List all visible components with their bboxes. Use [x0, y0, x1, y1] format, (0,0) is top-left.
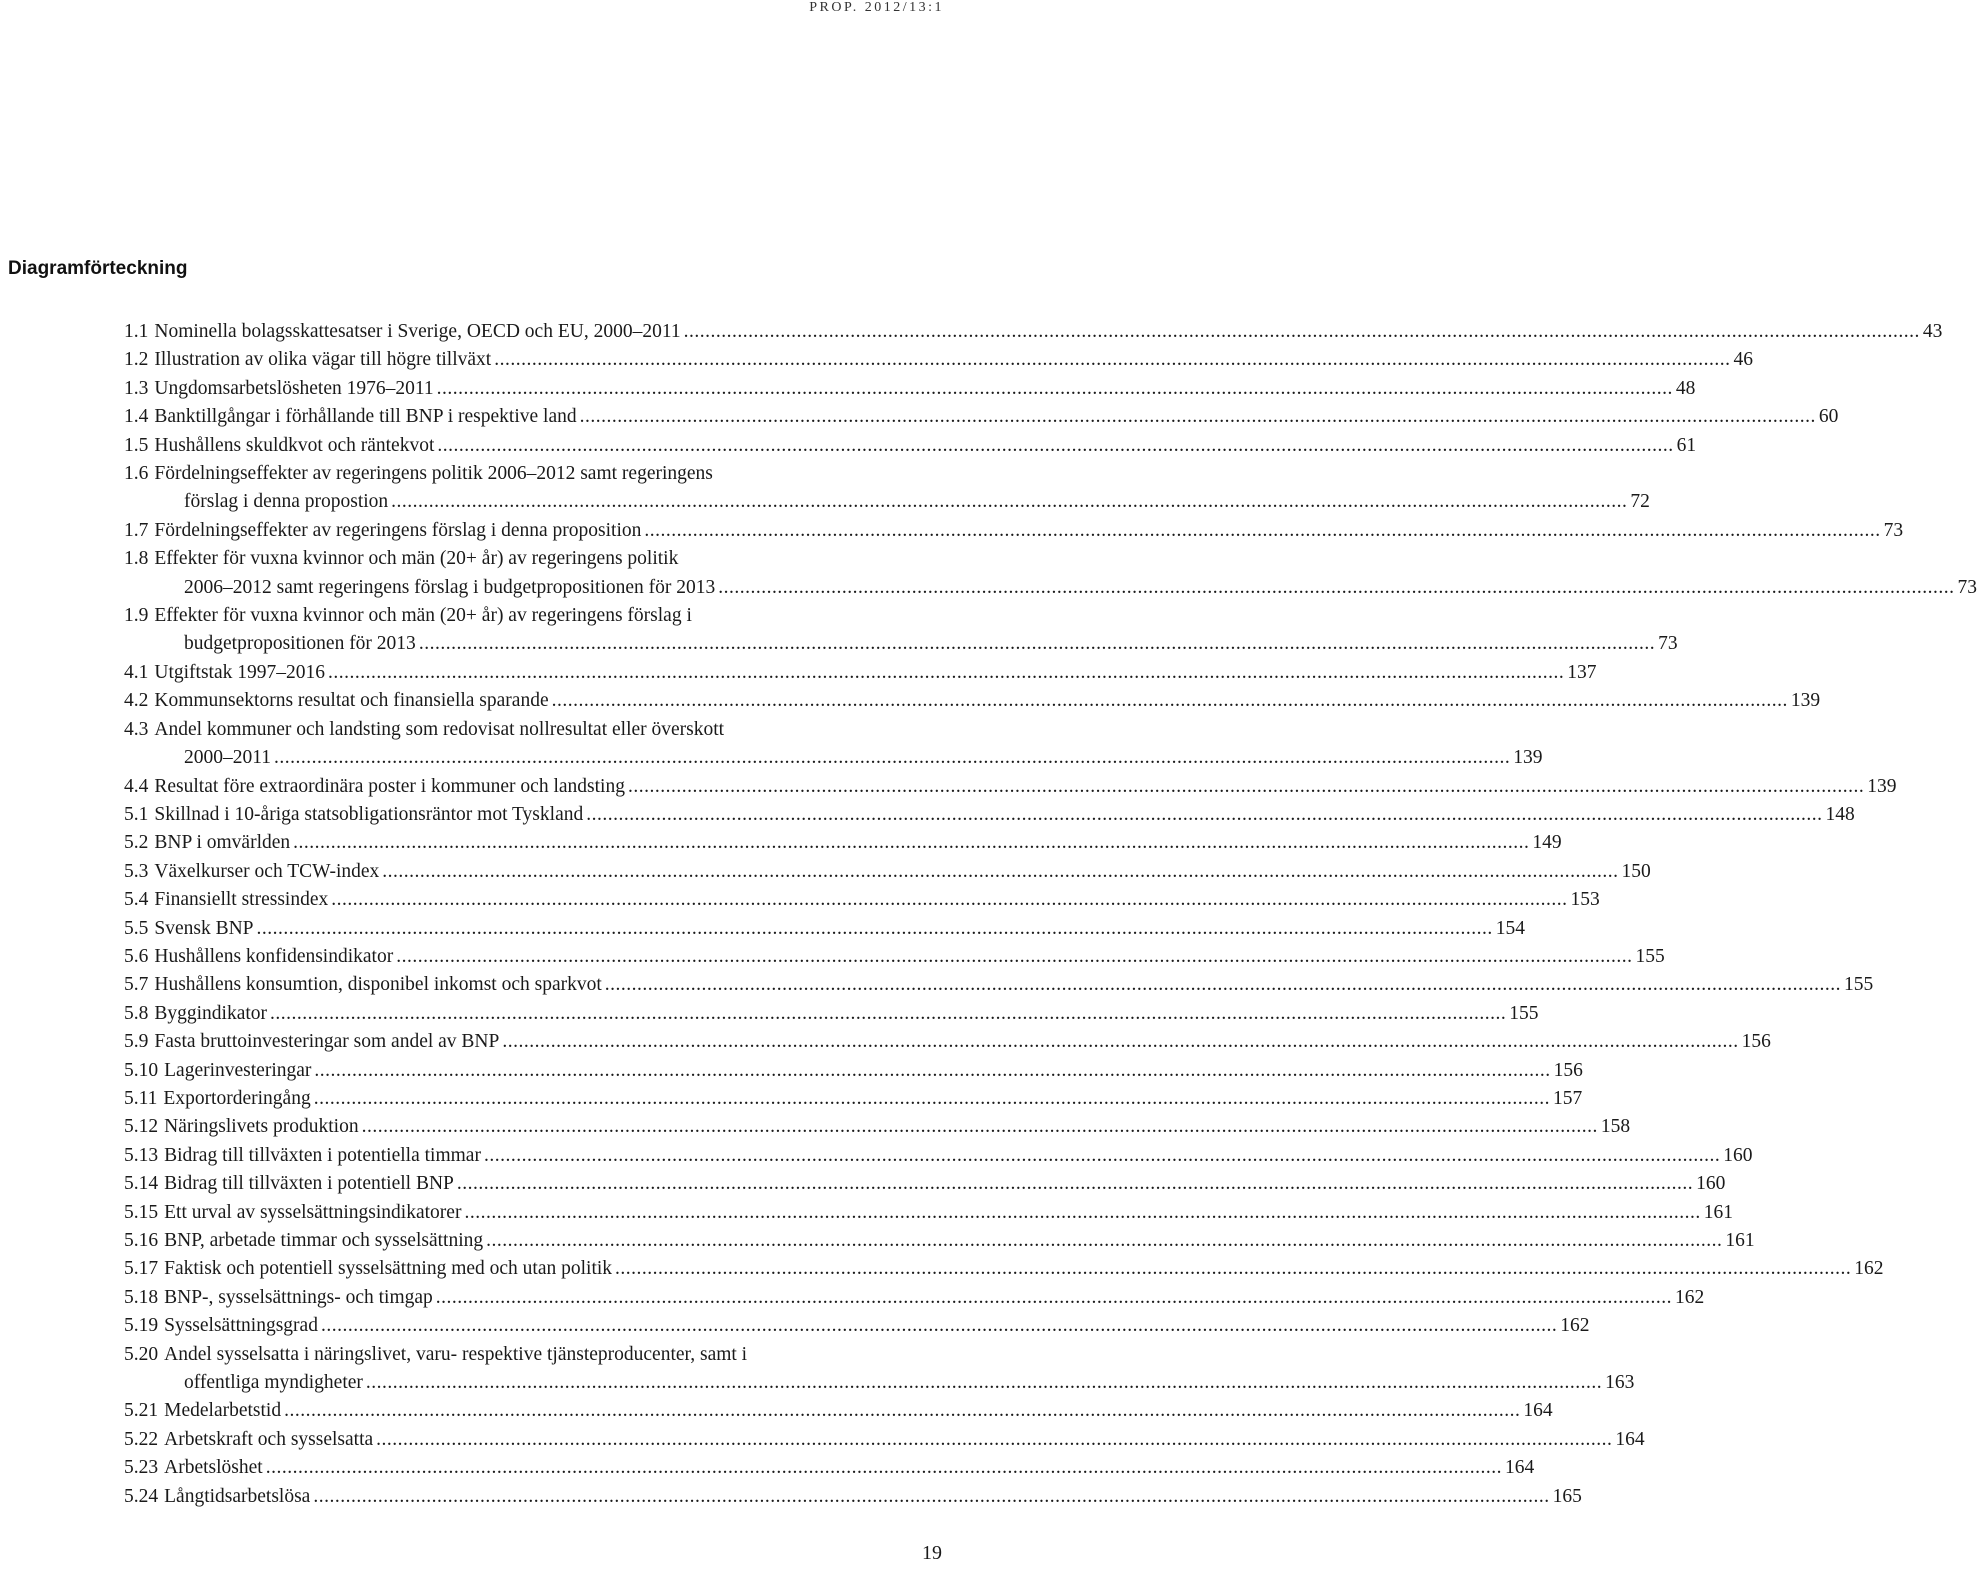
figure-number: 4.4: [124, 775, 149, 797]
toc-entry[interactable]: [124, 801, 1855, 829]
figure-title-continued: offentliga myndigheter: [184, 1372, 363, 1394]
page-reference[interactable]: 139: [1513, 747, 1543, 769]
toc-entry-line: [124, 943, 1665, 971]
figure-number: 1.8: [124, 548, 149, 570]
toc-entry-line: [124, 1255, 1884, 1283]
figure-number: 5.15: [124, 1201, 159, 1223]
toc-entry[interactable]: [124, 318, 1943, 346]
page-reference[interactable]: 165: [1552, 1485, 1582, 1507]
toc-entry-line: [124, 346, 1753, 374]
toc-entry[interactable]: [124, 1284, 1705, 1312]
toc-entry[interactable]: [124, 1397, 1553, 1425]
toc-entry-line: [124, 545, 942, 573]
figure-title-continued: budgetpropositionen för 2013: [184, 633, 416, 655]
toc-entry[interactable]: [124, 829, 1562, 857]
toc-entry[interactable]: [124, 346, 1753, 374]
page-reference[interactable]: 163: [1605, 1372, 1635, 1394]
dot-leader: [391, 488, 1627, 516]
figure-number: 5.7: [124, 974, 149, 996]
page-reference[interactable]: 160: [1696, 1173, 1726, 1195]
toc-entry-continuation: [124, 488, 1650, 516]
toc-entry[interactable]: [124, 460, 1650, 517]
figure-number: 1.6: [124, 463, 149, 485]
dot-leader: [580, 403, 1816, 431]
figure-title: Andel kommuner och landsting som redovisat nollresultat eller överskott: [154, 718, 725, 740]
toc-entry-line: [124, 403, 1839, 431]
page-number: 19: [922, 1542, 942, 1564]
figure-number: 5.20: [124, 1343, 159, 1365]
dot-leader: [486, 1227, 1722, 1255]
page-reference[interactable]: 61: [1676, 434, 1697, 456]
toc-entry-line: [124, 716, 942, 744]
figure-title: Faktisk och potentiell sysselsättning med och utan politik: [164, 1258, 613, 1280]
figure-number: 5.6: [124, 945, 149, 967]
page-reference[interactable]: 155: [1635, 945, 1665, 967]
page-reference[interactable]: 161: [1725, 1230, 1755, 1251]
toc-entry-line: [124, 1341, 942, 1369]
toc-entry-line: [124, 517, 1904, 545]
toc-entry-line: [124, 1113, 1631, 1141]
section-title: Diagramförteckning: [8, 258, 188, 279]
toc-entry[interactable]: [124, 1454, 1535, 1482]
figure-number: 5.4: [124, 889, 149, 911]
toc-entry[interactable]: [124, 1142, 1753, 1170]
page-reference[interactable]: 164: [1504, 1457, 1535, 1479]
figure-number: 1.2: [124, 349, 149, 371]
figure-number: 5.10: [124, 1059, 159, 1081]
dot-leader: [718, 574, 1954, 602]
figure-number: 5.14: [124, 1173, 159, 1195]
dot-leader: [284, 1397, 1520, 1425]
dot-leader: [437, 375, 1673, 403]
figure-title: Arbetskraft och sysselsatta: [164, 1428, 374, 1450]
toc-entry-line: [124, 375, 1696, 403]
dot-leader: [605, 971, 1841, 999]
figure-title: Bidrag till tillväxten i potentiell BNP: [164, 1173, 454, 1195]
dot-leader: [586, 801, 1822, 829]
figure-number: 5.2: [124, 832, 149, 854]
dot-leader: [293, 829, 1529, 857]
figure-title: Hushållens konsumtion, disponibel inkomst och sparkvot: [154, 974, 602, 996]
figure-number: 4.3: [124, 718, 149, 740]
toc-entry[interactable]: [124, 1028, 1771, 1056]
dot-leader: [396, 943, 1632, 971]
figure-number: 1.3: [124, 377, 149, 399]
figure-number: 1.9: [124, 605, 149, 627]
figure-title: Exportorderingång: [163, 1087, 311, 1109]
figure-title: Nominella bolagsskattesatser i Sverige, OECD och EU, 2000–2011: [154, 321, 681, 342]
toc-entry-line: [124, 1028, 1771, 1056]
toc-entry-continuation: [124, 744, 1543, 772]
figure-title: Arbetslöshet: [164, 1457, 263, 1479]
toc-entry-line: [124, 602, 942, 630]
toc-entry-line: [124, 858, 1651, 886]
page-reference[interactable]: 160: [1723, 1144, 1753, 1166]
dot-leader: [257, 915, 1493, 943]
page-reference[interactable]: 156: [1553, 1059, 1583, 1081]
toc-entry-line: [124, 886, 1600, 914]
toc-entry[interactable]: [124, 886, 1600, 914]
toc-entry-line: [124, 1454, 1535, 1482]
toc-entry[interactable]: [124, 1000, 1539, 1028]
figure-title: Svensk BNP: [154, 917, 254, 939]
dot-leader: [376, 1426, 1612, 1454]
figure-title: Effekter för vuxna kvinnor och män (20+ år) av regeringens förslag i: [154, 605, 692, 627]
page-reference[interactable]: 154: [1495, 917, 1526, 939]
dot-leader: [366, 1369, 1602, 1397]
dot-leader: [314, 1085, 1550, 1113]
figure-title: Hushållens skuldkvot och räntekvot: [154, 434, 435, 456]
toc-entry[interactable]: [124, 403, 1839, 431]
figure-number: 5.12: [124, 1116, 159, 1138]
toc-entry[interactable]: [124, 971, 1874, 999]
toc-entry-continuation: [124, 1369, 1635, 1397]
page-reference[interactable]: 155: [1844, 974, 1874, 996]
figure-title: BNP, arbetade timmar och sysselsättning: [164, 1230, 484, 1251]
toc-entry[interactable]: [124, 1085, 1583, 1113]
dot-leader: [328, 659, 1564, 687]
toc-entry-line: [124, 1397, 1553, 1425]
figure-number: 5.11: [124, 1087, 158, 1109]
page-reference[interactable]: 150: [1621, 860, 1651, 882]
figure-number: 4.2: [124, 690, 149, 712]
toc-entry-line: [124, 318, 1943, 346]
figure-number: 5.16: [124, 1230, 159, 1251]
toc-entry-line: [124, 659, 1597, 687]
toc-entry-line: [124, 1284, 1705, 1312]
figure-title-continued: 2006–2012 samt regeringens förslag i budgetpropositionen för 2013: [184, 576, 716, 598]
toc-entry[interactable]: [124, 1426, 1645, 1454]
toc-entry-line: [124, 1170, 1726, 1198]
dot-leader: [314, 1057, 1550, 1085]
figure-title: BNP i omvärlden: [154, 832, 291, 854]
toc-entry[interactable]: [124, 545, 1977, 602]
toc-entry-line: [124, 1142, 1753, 1170]
toc-entry[interactable]: [124, 687, 1821, 715]
figure-title: Fasta bruttoinvesteringar som andel av BNP: [154, 1031, 500, 1053]
toc-entry-line: [124, 1312, 1590, 1340]
page-reference[interactable]: 60: [1818, 406, 1839, 428]
page-reference[interactable]: 48: [1675, 377, 1696, 399]
toc-entry[interactable]: [124, 602, 1678, 659]
dot-leader: [644, 517, 1880, 545]
dot-leader: [628, 773, 1864, 801]
toc-entry[interactable]: [124, 943, 1665, 971]
toc-entry[interactable]: [124, 1255, 1884, 1283]
toc-entry-line: [124, 1483, 1582, 1511]
figure-title: Sysselsättningsgrad: [164, 1315, 318, 1337]
toc-entry[interactable]: [124, 659, 1597, 687]
dot-leader: [494, 346, 1730, 374]
figure-title: Byggindikator: [154, 1002, 268, 1024]
toc-entry-line: [124, 801, 1855, 829]
figure-number: 5.19: [124, 1315, 159, 1337]
page-reference[interactable]: 155: [1509, 1002, 1539, 1024]
dot-leader: [484, 1142, 1720, 1170]
toc-entry-continuation: [124, 630, 1678, 658]
figure-number: 5.21: [124, 1400, 159, 1422]
figure-title: Växelkurser och TCW-index: [154, 860, 380, 882]
page-reference[interactable]: 164: [1523, 1400, 1553, 1422]
page-reference[interactable]: 162: [1854, 1258, 1884, 1280]
toc-entry-line: [124, 829, 1562, 857]
dot-leader: [270, 1000, 1506, 1028]
toc-entry-line: [124, 971, 1874, 999]
figure-number: 5.1: [124, 803, 149, 825]
toc-entry[interactable]: [124, 1170, 1726, 1198]
toc-entry[interactable]: [124, 1312, 1590, 1340]
dot-leader: [274, 744, 1510, 772]
figure-title: Illustration av olika vägar till högre tillväxt: [154, 349, 492, 371]
figure-title: Skillnad i 10-åriga statsobligationsräntor mot Tyskland: [154, 803, 584, 825]
dot-leader: [457, 1170, 1693, 1198]
figure-list: [124, 318, 1977, 1511]
toc-entry[interactable]: [124, 915, 1526, 943]
toc-entry[interactable]: [124, 1057, 1583, 1085]
figure-title: Långtidsarbetslösa: [164, 1485, 311, 1507]
figure-title: Ungdomsarbetslösheten 1976–2011: [154, 377, 434, 399]
toc-entry-line: [124, 432, 1697, 460]
figure-number: 5.9: [124, 1031, 149, 1053]
figure-title: Resultat före extraordinära poster i kommuner och landsting: [154, 775, 625, 797]
dot-leader: [464, 1199, 1700, 1227]
figure-title: Finansiellt stressindex: [154, 889, 329, 911]
page-reference[interactable]: 46: [1733, 349, 1753, 371]
figure-number: 5.17: [124, 1258, 159, 1280]
dot-leader: [331, 886, 1567, 914]
page-reference[interactable]: 162: [1560, 1315, 1590, 1337]
dot-leader: [313, 1483, 1549, 1511]
figure-number: 1.7: [124, 519, 149, 541]
figure-title: Utgiftstak 1997–2016: [154, 661, 325, 683]
figure-number: 5.5: [124, 917, 149, 939]
figure-title: Ett urval av sysselsättningsindikatorer: [164, 1201, 462, 1223]
page-reference[interactable]: 161: [1703, 1201, 1733, 1223]
page-reference[interactable]: 149: [1532, 832, 1562, 854]
dot-leader: [684, 318, 1920, 346]
dot-leader: [552, 687, 1788, 715]
dot-leader: [615, 1255, 1851, 1283]
toc-entry-line: [124, 460, 942, 488]
page-reference[interactable]: 73: [1883, 519, 1904, 541]
figure-title-continued: förslag i denna propostion: [184, 491, 389, 513]
toc-entry[interactable]: [124, 1113, 1631, 1141]
figure-number: 5.24: [124, 1485, 159, 1507]
toc-entry[interactable]: [124, 375, 1696, 403]
toc-entry-continuation: [124, 574, 1977, 602]
figure-title: Kommunsektorns resultat och finansiella sparande: [154, 690, 549, 712]
page-reference[interactable]: 72: [1630, 491, 1650, 513]
dot-leader: [382, 858, 1618, 886]
page-reference[interactable]: 158: [1600, 1116, 1631, 1138]
dot-leader: [321, 1312, 1557, 1340]
page-reference[interactable]: 162: [1675, 1286, 1705, 1308]
figure-title: Medelarbetstid: [164, 1400, 282, 1422]
dot-leader: [419, 630, 1655, 658]
figure-title: Effekter för vuxna kvinnor och män (20+ år) av regeringens politik: [154, 548, 679, 570]
toc-entry[interactable]: [124, 858, 1651, 886]
page-reference[interactable]: 139: [1790, 690, 1821, 712]
figure-title: Lagerinvesteringar: [164, 1059, 312, 1081]
toc-entry-line: [124, 1000, 1539, 1028]
toc-entry[interactable]: [124, 1199, 1733, 1227]
figure-title-continued: 2000–2011: [184, 747, 272, 769]
figure-title: Bidrag till tillväxten i potentiella timmar: [164, 1144, 481, 1166]
page-reference[interactable]: 43: [1922, 321, 1943, 342]
toc-entry[interactable]: [124, 432, 1697, 460]
figure-number: 5.3: [124, 860, 149, 882]
figure-number: 1.4: [124, 406, 149, 428]
dot-leader: [437, 432, 1673, 460]
toc-entry-line: [124, 1426, 1645, 1454]
figure-title: Fördelningseffekter av regeringens politik 2006–2012 samt regeringens: [154, 463, 713, 485]
toc-entry[interactable]: [124, 517, 1904, 545]
page-reference[interactable]: 137: [1567, 661, 1597, 683]
toc-entry-line: [124, 1199, 1733, 1227]
dot-leader: [362, 1113, 1598, 1141]
figure-title: Banktillgångar i förhållande till BNP i respektive land: [154, 406, 577, 428]
figure-number: 4.1: [124, 661, 149, 683]
figure-number: 5.22: [124, 1428, 159, 1450]
dot-leader: [436, 1284, 1672, 1312]
toc-entry[interactable]: [124, 1341, 1635, 1398]
page-reference[interactable]: 156: [1741, 1031, 1771, 1053]
toc-entry[interactable]: [124, 1483, 1582, 1511]
figure-number: 1.5: [124, 434, 149, 456]
page-reference[interactable]: 73: [1658, 633, 1678, 655]
figure-number: 5.23: [124, 1457, 159, 1479]
figure-number: 5.18: [124, 1286, 159, 1308]
figure-title: Näringslivets produktion: [164, 1116, 359, 1138]
toc-entry[interactable]: [124, 716, 1543, 773]
toc-entry-line: [124, 1057, 1583, 1085]
page-reference[interactable]: 148: [1825, 803, 1855, 825]
figure-title: Andel sysselsatta i näringslivet, varu- respektive tjänsteproducenter, samt i: [164, 1343, 748, 1365]
toc-entry[interactable]: [124, 773, 1897, 801]
running-header: PROP. 2012/13:1: [809, 0, 944, 15]
toc-entry-line: [124, 1227, 1755, 1255]
figure-title: Fördelningseffekter av regeringens förslag i denna proposition: [154, 519, 642, 541]
figure-number: 1.1: [124, 321, 149, 342]
page-reference[interactable]: 153: [1570, 889, 1600, 911]
figure-title: BNP-, sysselsättnings- och timgap: [164, 1286, 433, 1308]
page-reference[interactable]: 139: [1867, 775, 1897, 797]
page-reference[interactable]: 164: [1615, 1428, 1645, 1450]
toc-entry-line: [124, 687, 1821, 715]
toc-entry-line: [124, 773, 1897, 801]
toc-entry-line: [124, 915, 1526, 943]
page-reference[interactable]: 73: [1957, 576, 1977, 598]
figure-number: 5.8: [124, 1002, 149, 1024]
dot-leader: [502, 1028, 1738, 1056]
page-reference[interactable]: 157: [1552, 1087, 1583, 1109]
figure-title: Hushållens konfidensindikator: [154, 945, 394, 967]
toc-entry-line: [124, 1085, 1583, 1113]
figure-number: 5.13: [124, 1144, 159, 1166]
dot-leader: [266, 1454, 1502, 1482]
toc-entry[interactable]: [124, 1227, 1755, 1255]
